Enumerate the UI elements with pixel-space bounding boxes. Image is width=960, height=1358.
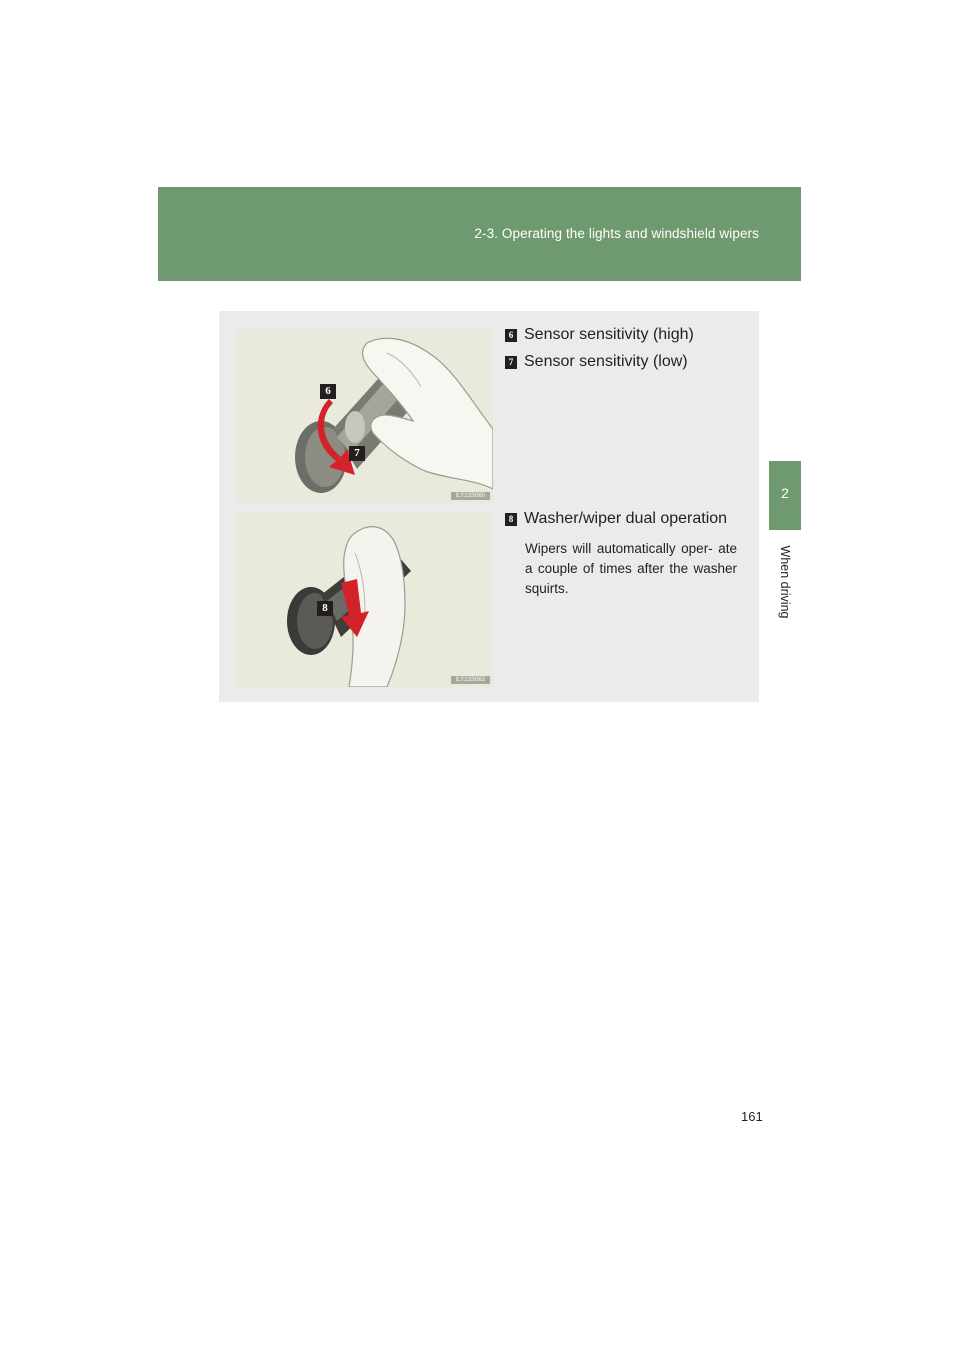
illustration-code: ILY23S060 — [451, 492, 490, 500]
item-text: Sensor sensitivity (high) — [524, 326, 694, 343]
list-item — [505, 353, 688, 371]
section-header — [158, 187, 801, 281]
hand-pulling-lever-image — [237, 513, 493, 687]
hand-turning-knob-image — [237, 329, 493, 503]
list-item — [505, 510, 727, 528]
chapter-number: 2 — [781, 485, 789, 501]
callout-8: 8 — [317, 601, 333, 616]
item-text: Washer/wiper dual operation — [524, 510, 728, 527]
item-text: Sensor sensitivity (low) — [524, 353, 688, 370]
chapter-label: When driving — [778, 545, 792, 619]
callout-7: 7 — [349, 446, 365, 461]
sensor-sensitivity-illustration — [237, 329, 493, 503]
item-marker: 6 — [505, 329, 517, 342]
washer-wiper-illustration — [237, 513, 493, 687]
section-title: 2-3. Operating the lights and windshield wipers — [474, 226, 759, 241]
item-marker: 8 — [505, 513, 517, 526]
page-number: 161 — [741, 1109, 763, 1124]
list-item — [505, 326, 694, 344]
item-marker: 7 — [505, 356, 517, 369]
item-description: Wipers will automatically oper- ate a couple of times after the washer squirts. — [525, 541, 737, 596]
chapter-tab — [769, 461, 801, 530]
illustration-code: ILY23S062 — [451, 676, 490, 684]
instruction-panel — [219, 311, 759, 702]
callout-6: 6 — [320, 384, 336, 399]
